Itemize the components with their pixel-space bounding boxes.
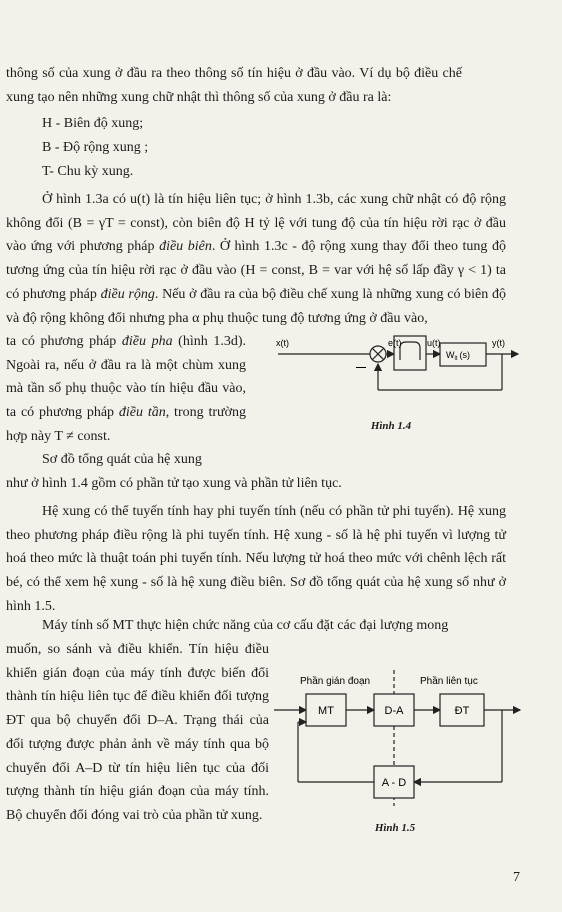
fig14-control-label: u(t) <box>427 338 441 348</box>
figure-1-5-caption: Hình 1.5 <box>374 822 416 834</box>
fig14-error-label: e(t) <box>388 338 402 348</box>
continuous-part-label: Phần liên tục <box>420 676 478 687</box>
paragraph-modulation-text-2: . Ở hình 1.3c - độ rộng xung thay đổi theo tung độ tương ứng của tín hiệu rời rạc ở đầu vào (H = const, B = var với hệ số lấp đầy γ < 1) ta có phương pháp <box>6 239 506 302</box>
term-frequency-modulation: điều tần <box>118 405 166 421</box>
term-width-modulation: điều rộng <box>100 286 155 302</box>
paragraph-linearity: Hệ xung có thể tuyến tính hay phi tuyến tính (nếu có phần tử phi tuyến). Hệ xung theo phương pháp điều rộng là phi tuyến tính. Hệ xung - số là hệ phi tuyến vì lượng tử hoá theo mức là thuật toán phi tuyến tính. Nếu lượng tử hoá theo mức với chênh lệch rất bé, có thể xem hệ xung - số là hệ xung điều biên. Sơ đồ tổng quát của hệ xung số như ở hình 1.5. <box>6 504 506 614</box>
discrete-part-label: Phần gián đoạn <box>300 676 371 687</box>
bullet-amplitude: H - Biên độ xung; <box>42 116 144 131</box>
bullet-width: B - Độ rộng xung ; <box>42 140 149 155</box>
paragraph-phase-text-1: ta có phương pháp <box>6 334 122 349</box>
paragraph-modulation <box>6 188 506 330</box>
fig14-transfer-argument: (s) <box>459 350 470 360</box>
paragraph-intro: thông số của xung ở đầu ra theo thông số tín hiệu ở đầu vào. Ví dụ bộ điều chế xung tạo nên những xung chữ nhật thì thông số của xung ở đầu ra là: <box>6 66 462 105</box>
paragraph-phase-text-2: (hình 1.3d). Ngoài ra, nếu ở đầu ra là một chùm xung mà tần số phụ thuộc vào tín hiệu đầu vào, ta có phương pháp <box>6 334 246 421</box>
fig14-input-label: x(t) <box>276 338 289 348</box>
paragraph-general-scheme-end: như ở hình 1.4 gồm có phần tử tạo xung và phần tử liên tục. <box>6 476 342 491</box>
paragraph-modulation-text-3: . Nếu ở đầu ra của bộ điều chế xung là những xung có biên độ và độ rộng không đổi nhưng pha α phụ thuộc tung độ tương ứng ở đầu vào, <box>6 286 506 326</box>
plant-label: ĐT <box>454 705 470 717</box>
fig14-transfer-name: W <box>446 350 455 360</box>
figure-1-4-caption: Hình 1.4 <box>370 420 412 432</box>
fig14-output-label: y(t) <box>492 338 505 348</box>
bullet-period: T- Chu kỳ xung. <box>42 164 134 179</box>
figure-1-4 <box>270 318 522 410</box>
paragraph-phase-text-3: , trong trường hợp này T ≠ const. <box>6 405 246 444</box>
page-number: 7 <box>513 870 520 885</box>
figure-1-4-diagram <box>270 318 522 410</box>
fig14-transfer-subscript: lt <box>454 356 458 362</box>
paragraph-phase <box>6 330 246 449</box>
figure-1-5-diagram <box>274 660 526 818</box>
term-amplitude-modulation: điều biên <box>159 239 212 255</box>
figure-1-5 <box>274 660 526 818</box>
paragraph-general-scheme-start: Sơ đồ tổng quát của hệ xung <box>42 452 202 467</box>
term-phase-modulation: điều pha <box>121 334 173 349</box>
paragraph-modulation-text-1: Ở hình 1.3a có u(t) là tín hiệu liên tục; ở hình 1.3b, các xung chữ nhật có độ rộng không đổi (B = γT = const), còn biên độ H tỷ lệ với tung độ của tín hiệu rời rạc ở đầu vào ứng với phương pháp <box>6 192 506 255</box>
fig14-minus-sign: — <box>356 362 366 373</box>
computer-label: MT <box>318 705 334 717</box>
ad-label: A - D <box>381 777 407 789</box>
paragraph-computer-start: Máy tính số MT thực hiện chức năng của cơ cấu đặt các đại lượng mong <box>42 618 449 633</box>
paragraph-computer-end: muốn, so sánh và điều khiển. Tín hiệu điều khiển gián đoạn của máy tính được biến đổi thành tín hiệu liên tục để điều khiển đối tượng ĐT qua bộ chuyển đổi D–A. Trạng thái của đối tượng được phản ảnh về máy tính qua bộ chuyển đổi A–D từ tín hiệu liên tục của đối tượng thành tín hiệu gián đoạn của máy tính. Bộ chuyển đổi đóng vai trò của phần tử xung. <box>6 642 269 823</box>
da-label: D-A <box>384 705 404 717</box>
